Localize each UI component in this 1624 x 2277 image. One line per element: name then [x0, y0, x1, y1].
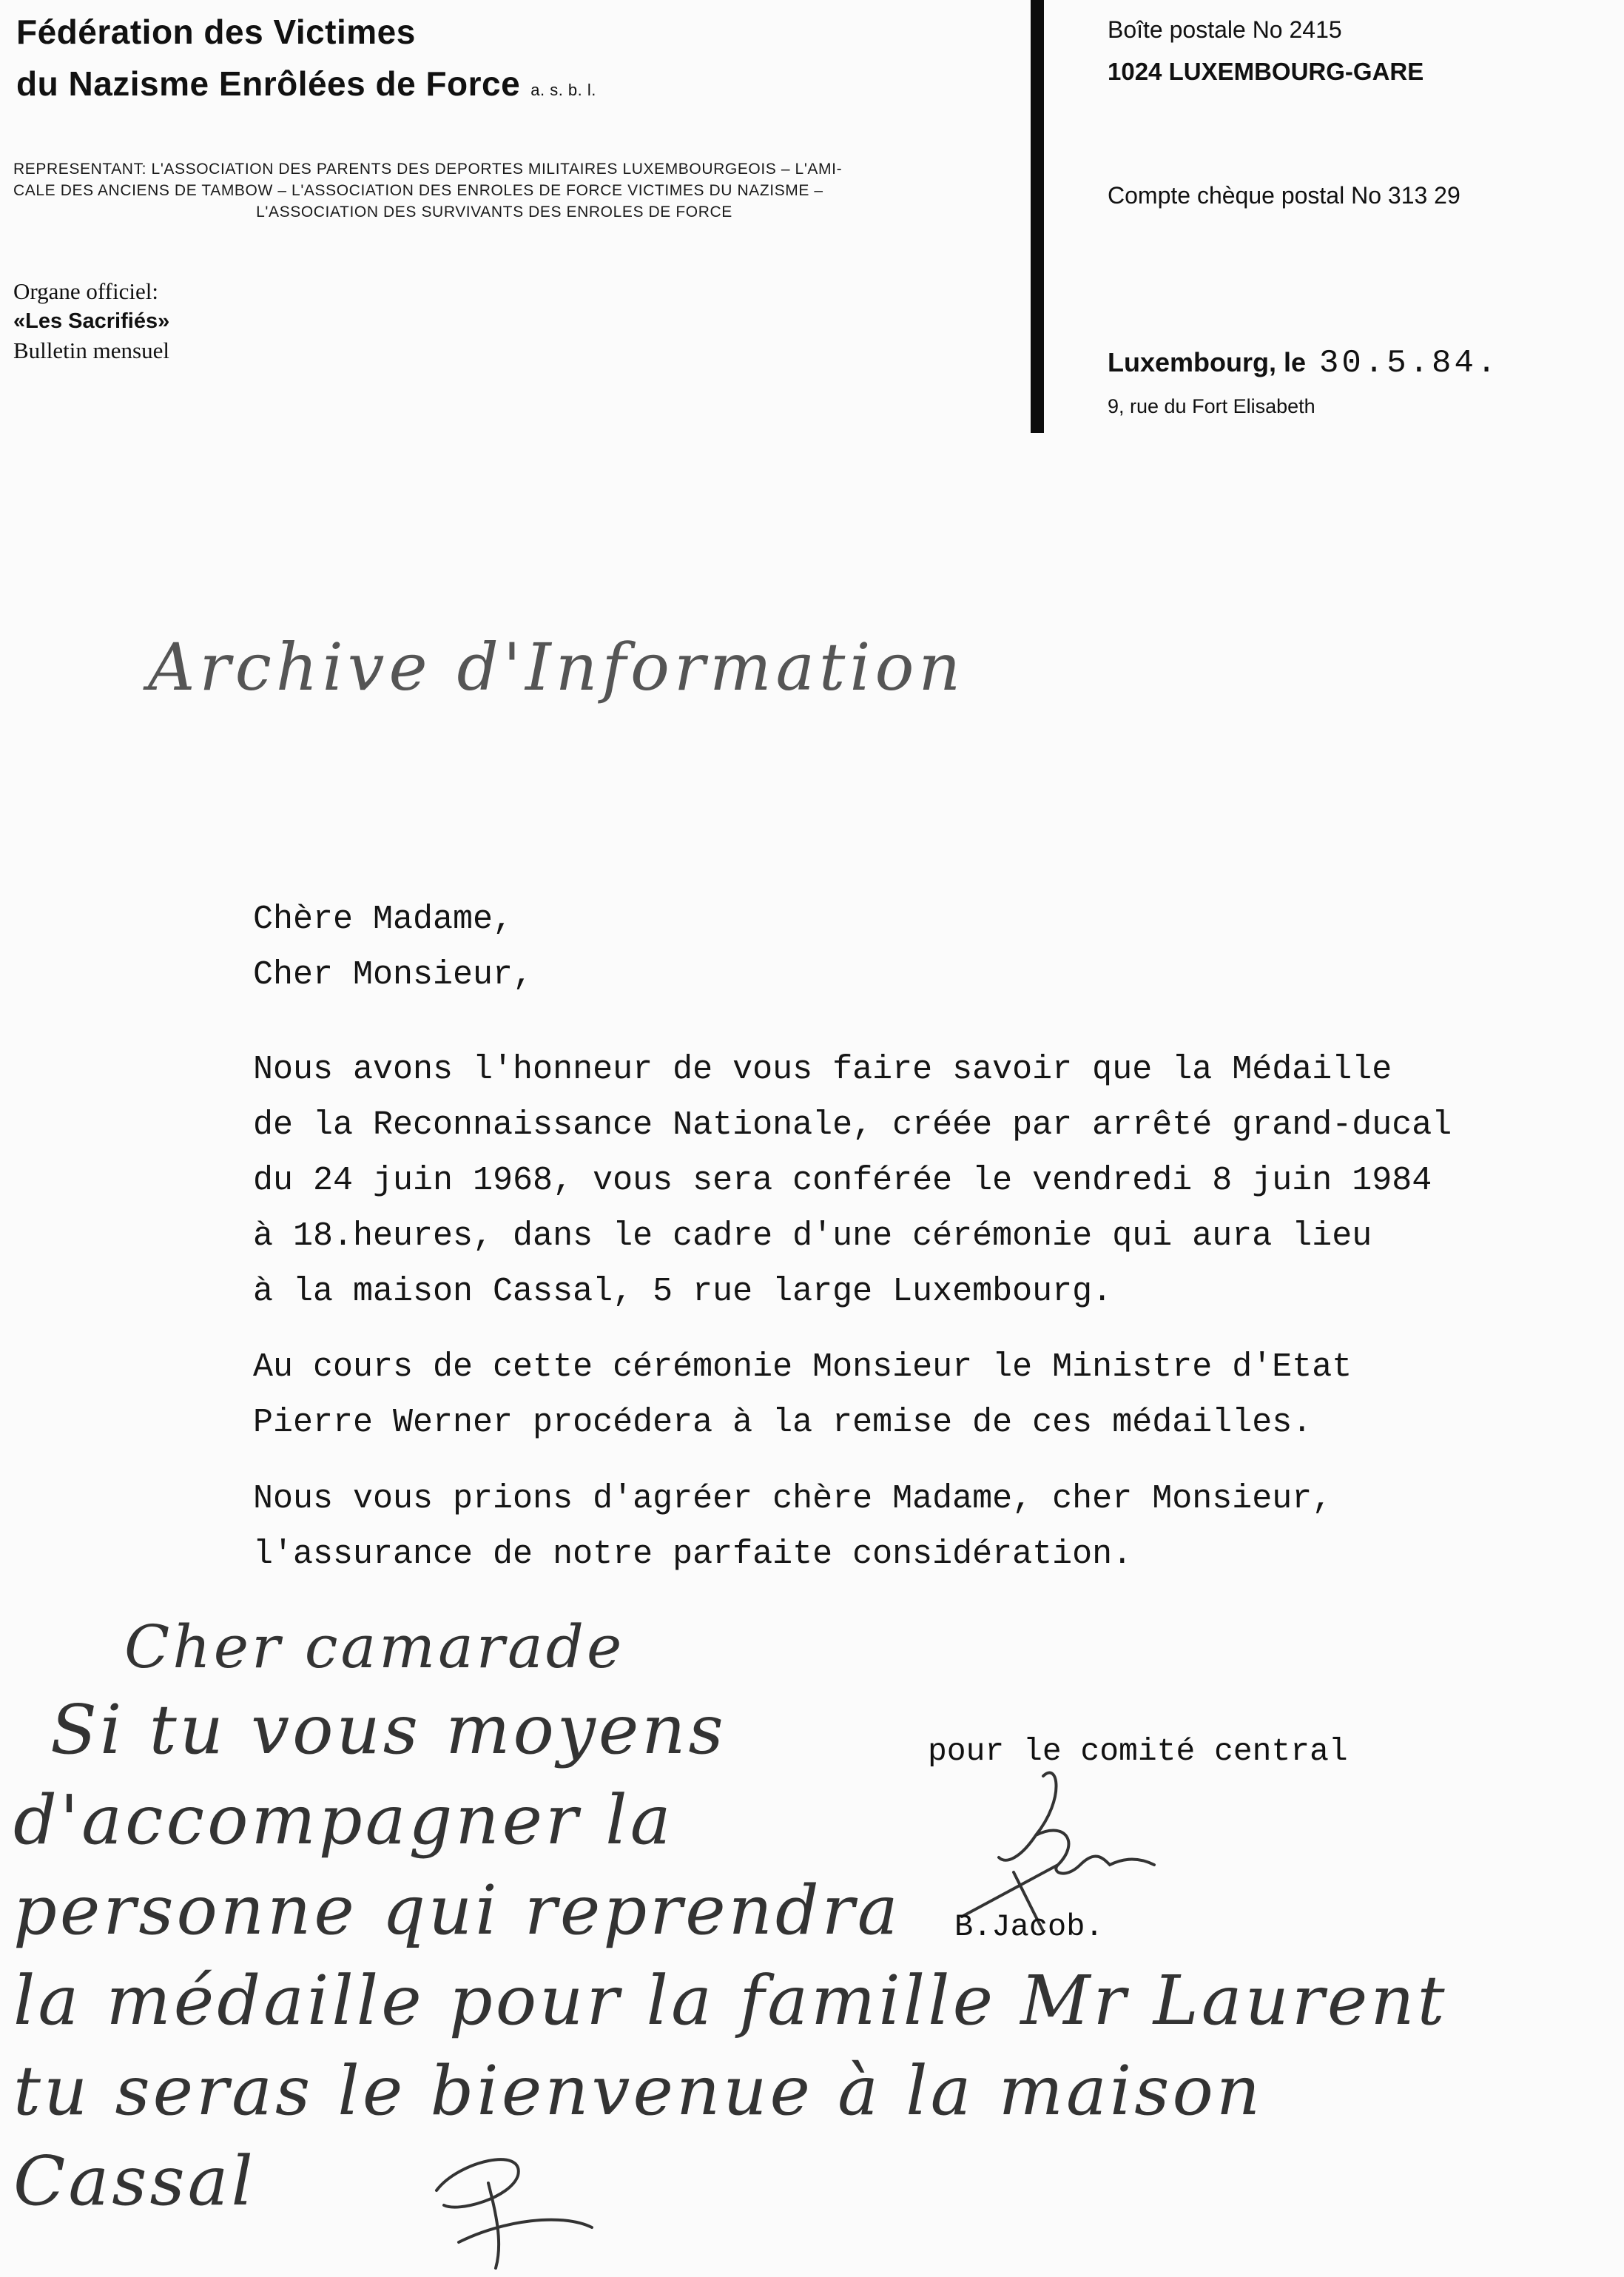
salutation-line-1: Chère Madame,	[253, 901, 513, 938]
note-line: Cassal	[13, 2142, 256, 2221]
handwritten-note	[13, 1612, 1448, 2227]
note-line: d'accompagner la	[13, 1780, 674, 1860]
letterhead-divider	[1031, 0, 1044, 433]
organe-label: Organe officiel:	[13, 278, 158, 304]
salutation	[253, 892, 533, 1003]
place-label: Luxembourg, le	[1108, 347, 1307, 377]
org-name-line-1: Fédération des Victimes	[16, 13, 416, 51]
para2-line: Au cours de cette cérémonie Monsieur le Ministre d'Etat	[253, 1348, 1352, 1386]
salutation-line-2: Cher Monsieur,	[253, 956, 533, 994]
handwritten-initials	[414, 2146, 607, 2272]
representant-line-3: L'ASSOCIATION DES SURVIVANTS DES ENROLES DE FORCE	[256, 204, 732, 221]
handwritten-title: Archive d'Information	[148, 629, 966, 705]
closing-line: pour le comité central	[928, 1733, 1348, 1769]
organe-title: «Les Sacrifiés»	[13, 309, 170, 333]
org-name-line-2-wrap	[16, 58, 596, 116]
para3-line: l'assurance de notre parfaite considération.	[253, 1536, 1133, 1573]
paragraph-3	[253, 1471, 1332, 1582]
org-name-line-2: du Nazisme Enrôlées de Force	[16, 64, 521, 103]
place-date	[1108, 345, 1499, 382]
representant-text	[13, 158, 975, 223]
para2-line: Pierre Werner procédera à la remise de ces médailles.	[253, 1404, 1313, 1442]
note-line: Cher camarade	[124, 1612, 625, 1681]
para1-line: à la maison Cassal, 5 rue large Luxembourg.	[253, 1273, 1113, 1311]
para3-line: Nous vous prions d'agréer chère Madame, cher Monsieur,	[253, 1480, 1332, 1518]
city-postcode: 1024 LUXEMBOURG-GARE	[1108, 58, 1424, 85]
para1-line: à 18.heures, dans le cadre d'une cérémonie qui aura lieu	[253, 1217, 1372, 1255]
note-line: tu seras le bienvenue à la maison	[13, 2051, 1264, 2130]
note-line: la médaille pour la famille Mr Laurent	[13, 1961, 1448, 2040]
organe-subtitle: Bulletin mensuel	[13, 337, 169, 363]
street-address: 9, rue du Fort Elisabeth	[1108, 395, 1315, 417]
organization-name	[16, 6, 596, 116]
official-organ	[13, 277, 169, 366]
asbl-label: a. s. b. l.	[530, 81, 596, 99]
para1-line: Nous avons l'honneur de vous faire savoir que la Médaille	[253, 1051, 1392, 1089]
paragraph-2	[253, 1339, 1352, 1450]
representant-line-2: CALE DES ANCIENS DE TAMBOW – L'ASSOCIATION DES ENROLES DE FORCE VICTIMES DU NAZISME –	[13, 182, 823, 199]
para1-line: de la Reconnaissance Nationale, créée par arrêté grand-ducal	[253, 1106, 1452, 1144]
postal-account: Compte chèque postal No 313 29	[1108, 182, 1460, 209]
po-box: Boîte postale No 2415	[1108, 16, 1342, 43]
paragraph-1	[253, 1042, 1452, 1319]
note-line: personne qui reprendra	[13, 1871, 901, 1950]
note-line: Si tu vous moyens	[50, 1690, 727, 1769]
signatory-name: B.Jacob.	[954, 1909, 1104, 1945]
letter-date: 30.5.84.	[1319, 345, 1500, 382]
representant-line-1: REPRESENTANT: L'ASSOCIATION DES PARENTS DES DEPORTES MILITAIRES LUXEMBOURGEOIS – L'AMI-	[13, 161, 843, 178]
para1-line: du 24 juin 1968, vous sera conférée le vendredi 8 juin 1984	[253, 1162, 1432, 1200]
